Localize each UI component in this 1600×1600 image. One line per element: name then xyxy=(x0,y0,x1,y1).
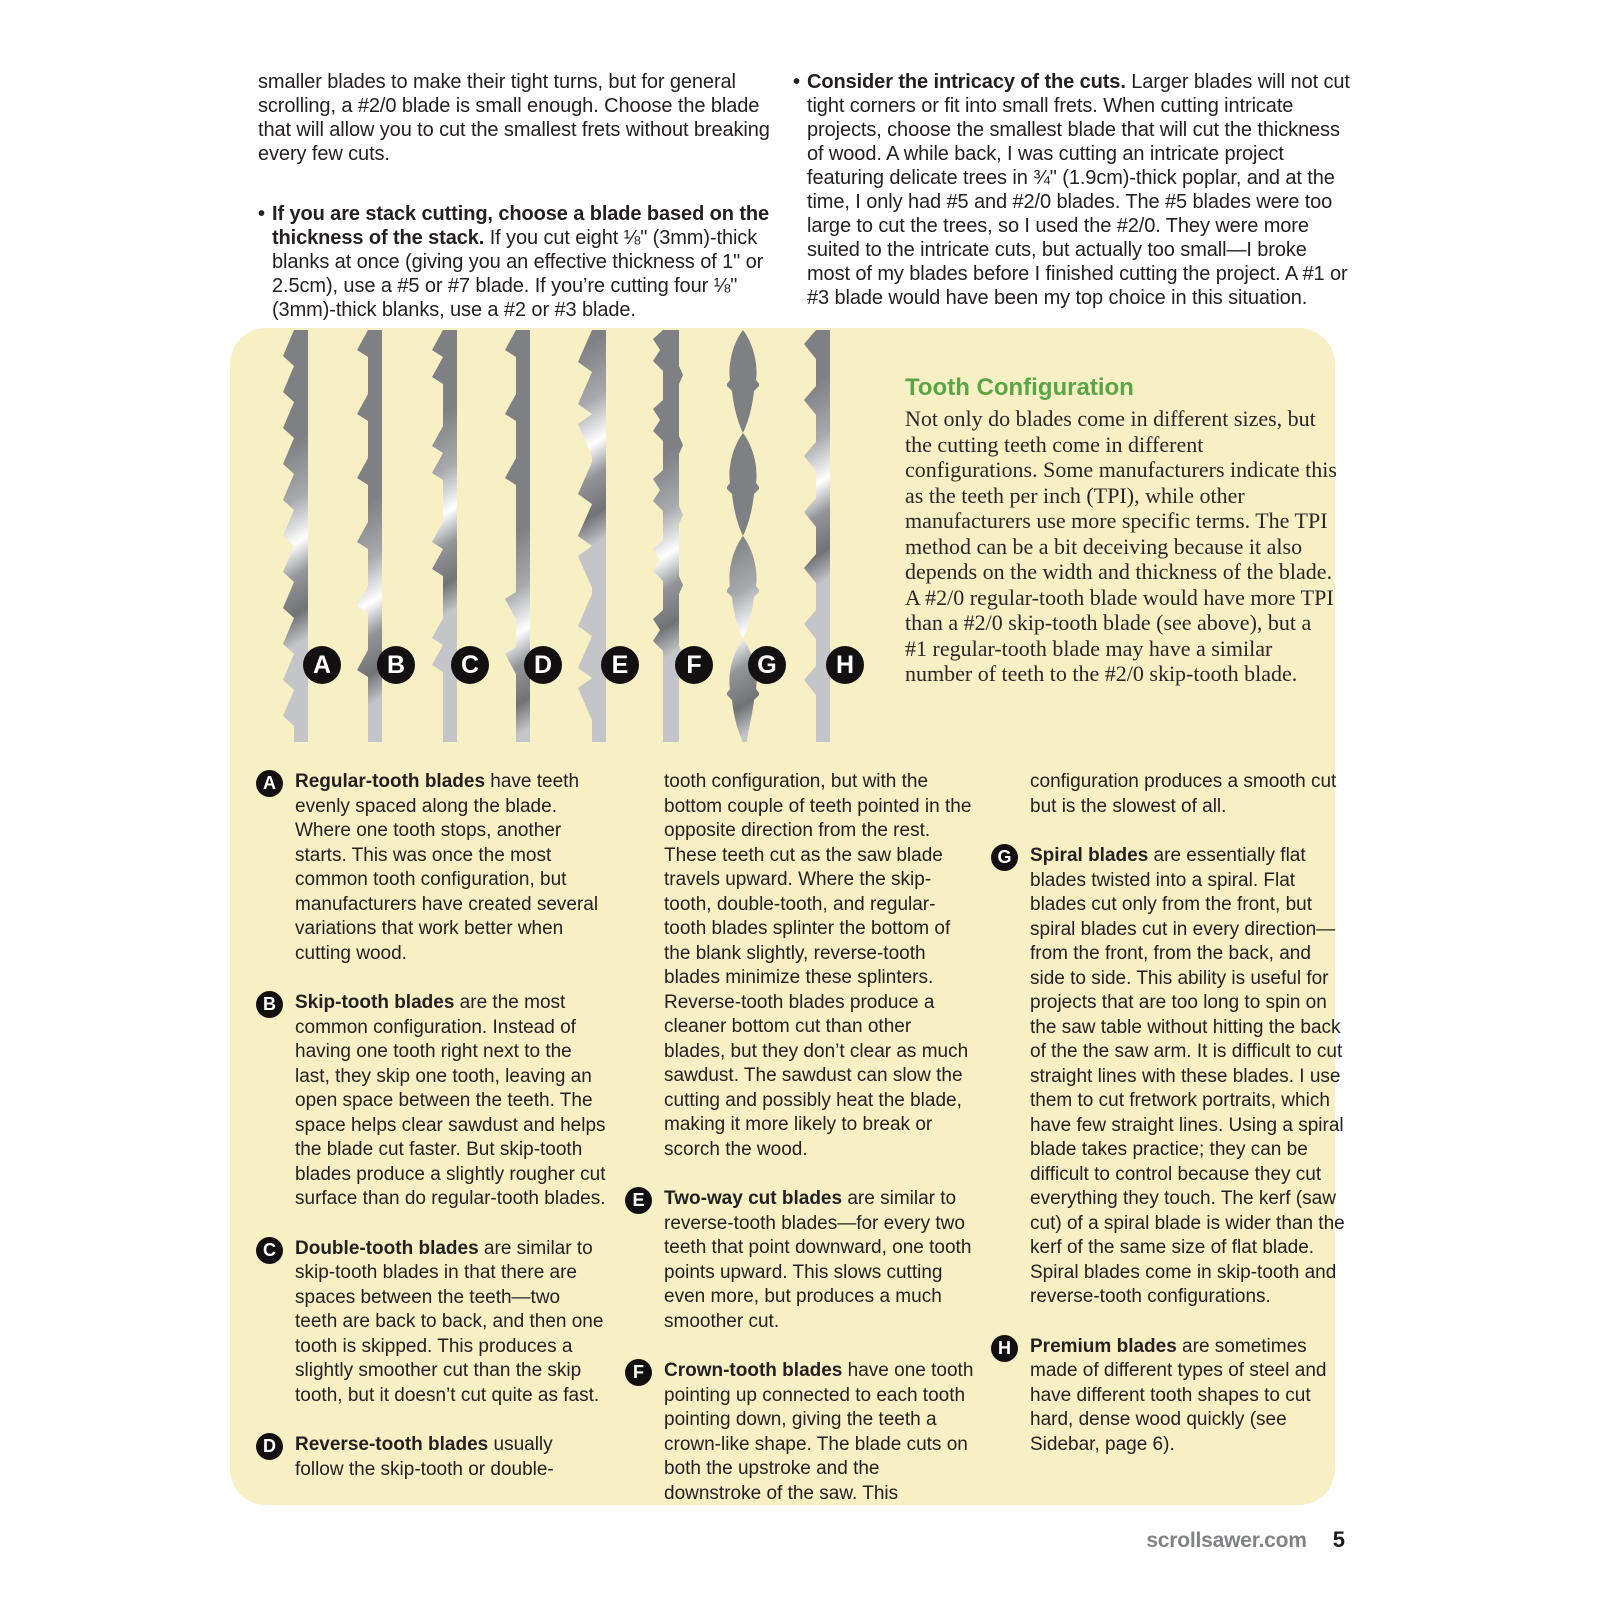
badge-slot xyxy=(256,1433,283,1482)
blade-shape-crown-tooth xyxy=(653,330,683,742)
blade-description-text: configuration produces a smooth cut but is the slowest of all. xyxy=(1030,771,1337,817)
intro-continued-paragraph: smaller blades to make their tight turns, but for general scrolling, a #2/0 blade is small enough. Choose the blade that will allow you to cut the smallest frets without breaking every few cuts. xyxy=(258,71,770,165)
blade-letter-badge-d: D xyxy=(256,1433,283,1460)
blade-descriptions-column-1 xyxy=(256,770,606,1507)
blade-descriptions-column-3 xyxy=(991,770,1351,1482)
blade-type-lead: Crown-tooth blades xyxy=(664,1360,843,1381)
blade-type-lead: Regular-tooth blades xyxy=(295,771,486,792)
blade-type-lead: Skip-tooth blades xyxy=(295,992,455,1013)
intricacy-body: Larger blades will not cut tight corners or fit into small frets. When cutting intricate projects, choose the smallest blade that will cut the thickness of wood. A while back, I was cutting an intricate project featuring delicate trees in ¾" (1.9cm)-thick poplar, and at the time, I only had #5 and #2/0 blades. The #5 blades were too large to cut the trees, so I used the #2/0. They were more suited to the intricate cuts, but actually too small—I broke most of my blades before I finished cutting the project. A #1 or #3 blade would have been my top choice in this situation. xyxy=(807,71,1350,309)
figure-badge-a: A xyxy=(303,646,341,684)
blade-illustration-premium xyxy=(800,330,832,742)
tooth-configuration-heading: Tooth Configuration xyxy=(905,374,1134,401)
figure-badge-h: H xyxy=(826,646,864,684)
blade-shape-two-way-cut xyxy=(578,330,606,742)
badge-slot xyxy=(991,770,1018,819)
blade-description-b xyxy=(256,991,606,1212)
blade-letter-badge-c: C xyxy=(256,1237,283,1264)
blade-letter-badge-e: E xyxy=(625,1187,652,1214)
figure-badge-d: D xyxy=(524,646,562,684)
blade-description-text: Reverse-tooth blades usually follow the skip-tooth or double- xyxy=(295,1434,554,1480)
bullet-marker: • xyxy=(258,203,265,225)
blade-illustration-reverse-tooth xyxy=(500,330,532,742)
blade-shape-spiral xyxy=(727,330,759,742)
blade-shape-skip-tooth xyxy=(357,330,382,742)
blade-description-a xyxy=(256,770,606,966)
blade-illustration-crown-tooth xyxy=(652,330,684,742)
blade-descriptions-column-2 xyxy=(625,770,977,1531)
blade-description-text: Crown-tooth blades have one tooth pointing up connected to each tooth pointing down, giving the teeth a crown-like shape. The blade cuts on both the upstroke and the downstroke of the saw. This xyxy=(664,1360,974,1504)
badge-slot xyxy=(625,1187,652,1334)
intricacy-bullet xyxy=(793,70,1353,310)
blade-letter-badge-a: A xyxy=(256,770,283,797)
blade-description-text: tooth configuration, but with the bottom couple of teeth pointed in the opposite direction from the rest. These teeth cut as the saw blade travels upward. Where the skip-tooth, double-tooth, and regular-tooth blades splinter the bottom of the blank slightly, reverse-tooth blades minimize these splinters. Reverse-tooth blades produce a cleaner bottom cut than other blades, but they don’t clear as much sawdust. The sawdust can slow the cutting and possibly heat the blade, making it more likely to break or scorch the wood. xyxy=(664,771,972,1160)
blade-illustration-regular-tooth xyxy=(278,330,310,742)
stack-cutting-lead: If you are stack cutting, choose a blade based on the thickness of the stack. xyxy=(272,203,770,249)
badge-slot xyxy=(991,1335,1018,1458)
badge-slot xyxy=(256,991,283,1212)
blade-letter-badge-f: F xyxy=(625,1359,652,1386)
blade-illustration-double-tooth xyxy=(427,330,459,742)
blade-illustration-two-way-cut xyxy=(576,330,608,742)
tooth-configuration-text: Not only do blades come in different sizes, but the cutting teeth come in different configurations. Some manufacturers indicate this as the teeth per inch (TPI), while other manufacturers use more specific terms. The TPI method can be a bit deceiving because it also depends on the width and thickness of the blade. A #2/0 regular-tooth blade would have more TPI than a #2/0 skip-tooth blade (see above), but a #1 regular-tooth blade may have a similar number of teeth to the #2/0 skip-tooth blade. xyxy=(905,406,1337,686)
site-name: scrollsawer.com xyxy=(1146,1529,1307,1552)
blade-type-lead: Double-tooth blades xyxy=(295,1237,479,1259)
blade-illustration-skip-tooth xyxy=(352,330,384,742)
intro-left-column xyxy=(258,70,780,322)
badge-slot xyxy=(991,844,1018,1310)
badge-slot xyxy=(625,1359,652,1506)
blade-shape-regular-tooth xyxy=(283,330,308,742)
page-footer xyxy=(1000,1527,1345,1553)
blade-shape-double-tooth xyxy=(432,330,457,742)
intricacy-lead: Consider the intricacy of the cuts. xyxy=(807,71,1126,93)
blade-type-lead: Reverse-tooth blades xyxy=(295,1434,489,1455)
blade-description-e xyxy=(625,1187,977,1334)
blade-type-lead: Premium blades xyxy=(1030,1335,1177,1357)
tooth-configuration-block xyxy=(905,374,1337,687)
blade-letter-badge-g: G xyxy=(991,844,1018,871)
intricacy-text xyxy=(807,70,1353,310)
badge-slot xyxy=(625,770,652,1162)
badge-slot xyxy=(256,770,283,966)
blade-description-text: Premium blades are sometimes made of different types of steel and have different tooth shapes to cut hard, dense wood quickly (see Sidebar, page 6). xyxy=(1030,1335,1327,1455)
figure-badge-c: C xyxy=(451,646,489,684)
blade-type-lead: Two-way cut blades xyxy=(664,1188,843,1209)
bullet-marker: • xyxy=(793,71,800,93)
figure-badge-f: F xyxy=(675,646,713,684)
blade-description-text: Skip-tooth blades are the most common configuration. Instead of having one tooth right next to the last, they skip one tooth, leaving an open space between the teeth. The space helps clear sawdust and helps the blade cut faster. But skip-tooth blades produce a slightly rougher cut surface than do regular-tooth blades. xyxy=(295,992,606,1209)
blade-letter-badge-b: B xyxy=(256,991,283,1018)
blade-description-continuation xyxy=(991,770,1351,819)
blade-illustration-spiral xyxy=(727,330,759,742)
page-number: 5 xyxy=(1332,1527,1345,1552)
figure-badge-b: B xyxy=(377,646,415,684)
blade-description-text: Two-way cut blades are similar to reverse-tooth blades—for every two teeth that point downward, one tooth points upward. This slows cutting even more, but produces a much smoother cut. xyxy=(664,1188,972,1332)
blade-description-d xyxy=(256,1433,606,1482)
stack-cutting-bullet xyxy=(258,202,780,322)
badge-slot xyxy=(256,1237,283,1409)
blade-shape-reverse-tooth xyxy=(505,330,530,742)
blade-description-g xyxy=(991,844,1351,1310)
figure-badge-e: E xyxy=(601,646,639,684)
blade-description-c xyxy=(256,1237,606,1409)
figure-badge-g: G xyxy=(748,646,786,684)
blade-description-continuation xyxy=(625,770,977,1162)
blade-description-text: Regular-tooth blades have teeth evenly spaced along the blade. Where one tooth stops, another starts. This was once the most common tooth configuration, but manufacturers have created several variations that work better when cutting wood. xyxy=(295,771,599,964)
blade-letter-badge-h: H xyxy=(991,1335,1018,1362)
blade-type-lead: Spiral blades xyxy=(1030,845,1149,866)
blade-description-f xyxy=(625,1359,977,1506)
blade-description-h xyxy=(991,1335,1351,1458)
intro-right-column xyxy=(793,70,1353,310)
stack-cutting-text xyxy=(272,202,780,322)
blade-shape-premium xyxy=(804,330,830,742)
blade-description-text: Double-tooth blades are similar to skip-tooth blades in that there are spaces between the teeth—two teeth are back to back, and then one tooth is skipped. This produces a slightly smoother cut than the skip tooth, but it doesn’t cut quite as fast. xyxy=(295,1237,604,1406)
stack-cutting-body: If you cut eight ⅛" (3mm)-thick blanks at once (giving you an effective thickness of 1" or 2.5cm), use a #5 or #7 blade. If you’re cutting four ⅛" (3mm)-thick blanks, use a #2 or #3 blade. xyxy=(272,227,764,321)
blade-description-text: Spiral blades are essentially flat blades twisted into a spiral. Flat blades cut only from the front, but spiral blades cut in every direction—from the front, from the back, and side to side. This ability is useful for projects that are too long to spin on the saw table without hitting the back of the the saw arm. It is difficult to cut straight lines with these blades. I use them to cut fretwork portraits, which have few straight lines. Using a spiral blade takes practice; they can be difficult to control because they cut everything they touch. The kerf (saw cut) of a spiral blade is wider than the kerf of the same size of flat blade. Spiral blades come in skip-tooth and reverse-tooth configurations. xyxy=(1030,845,1345,1307)
